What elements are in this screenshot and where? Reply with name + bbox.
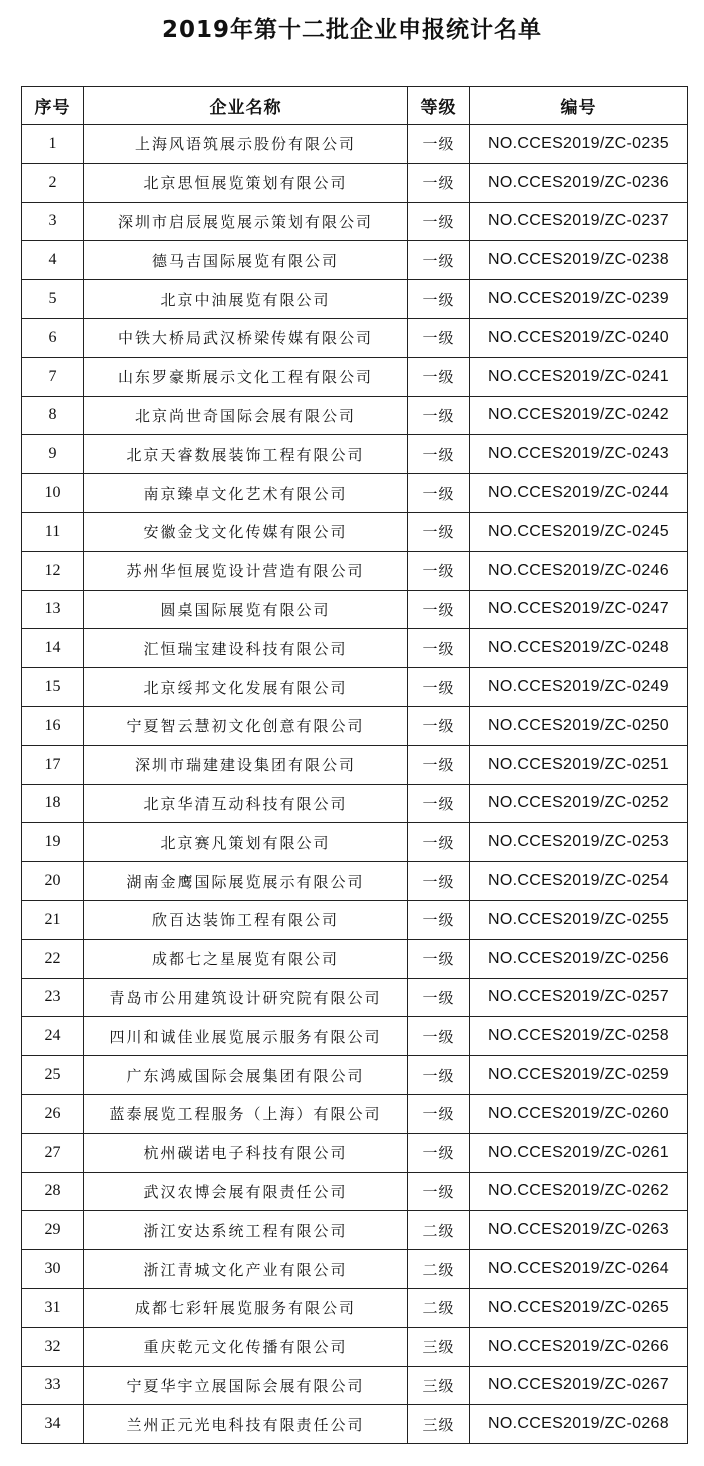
table-row [22, 551, 688, 590]
company-name-cell: 兰州正元光电科技有限责任公司 [84, 1405, 408, 1444]
grade-cell: 一级 [408, 396, 470, 435]
seq-cell: 13 [22, 590, 84, 629]
grade-cell: 一级 [408, 512, 470, 551]
grade-cell: 一级 [408, 241, 470, 280]
seq-cell: 20 [22, 862, 84, 901]
table-body [22, 125, 688, 1444]
grade-cell: 一级 [408, 823, 470, 862]
company-name-cell: 北京尚世奇国际会展有限公司 [84, 396, 408, 435]
grade-cell: 三级 [408, 1366, 470, 1405]
page-title: 2019年第十二批企业申报统计名单 [161, 17, 542, 43]
code-cell: NO.CCES2019/ZC-0258 [470, 1017, 688, 1056]
table-row [22, 474, 688, 513]
code-cell: NO.CCES2019/ZC-0245 [470, 512, 688, 551]
company-name-cell: 重庆乾元文化传播有限公司 [84, 1327, 408, 1366]
code-cell: NO.CCES2019/ZC-0249 [470, 668, 688, 707]
table-row [22, 1250, 688, 1289]
grade-cell: 一级 [408, 590, 470, 629]
company-name-cell: 蓝泰展览工程服务（上海）有限公司 [84, 1094, 408, 1133]
table-row [22, 163, 688, 202]
table-row [22, 745, 688, 784]
header-code: 编号 [470, 87, 688, 125]
header-seq: 序号 [22, 87, 84, 125]
grade-cell: 一级 [408, 1094, 470, 1133]
grade-cell: 一级 [408, 163, 470, 202]
code-cell: NO.CCES2019/ZC-0254 [470, 862, 688, 901]
table-row [22, 318, 688, 357]
code-cell: NO.CCES2019/ZC-0236 [470, 163, 688, 202]
seq-cell: 16 [22, 706, 84, 745]
company-name-cell: 北京中油展览有限公司 [84, 280, 408, 319]
grade-cell: 一级 [408, 280, 470, 319]
code-cell: NO.CCES2019/ZC-0242 [470, 396, 688, 435]
seq-cell: 4 [22, 241, 84, 280]
grade-cell: 一级 [408, 939, 470, 978]
company-name-cell: 北京天睿数展装饰工程有限公司 [84, 435, 408, 474]
seq-cell: 12 [22, 551, 84, 590]
company-name-cell: 武汉农博会展有限责任公司 [84, 1172, 408, 1211]
table-row [22, 202, 688, 241]
table-row [22, 823, 688, 862]
seq-cell: 25 [22, 1056, 84, 1095]
seq-cell: 17 [22, 745, 84, 784]
company-name-cell: 浙江青城文化产业有限公司 [84, 1250, 408, 1289]
seq-cell: 33 [22, 1366, 84, 1405]
seq-cell: 30 [22, 1250, 84, 1289]
company-name-cell: 上海风语筑展示股份有限公司 [84, 125, 408, 164]
company-name-cell: 圆桌国际展览有限公司 [84, 590, 408, 629]
grade-cell: 一级 [408, 318, 470, 357]
code-cell: NO.CCES2019/ZC-0238 [470, 241, 688, 280]
code-cell: NO.CCES2019/ZC-0266 [470, 1327, 688, 1366]
company-name-cell: 深圳市启辰展览展示策划有限公司 [84, 202, 408, 241]
table-row [22, 1327, 688, 1366]
seq-cell: 9 [22, 435, 84, 474]
code-cell: NO.CCES2019/ZC-0251 [470, 745, 688, 784]
code-cell: NO.CCES2019/ZC-0265 [470, 1288, 688, 1327]
table-row [22, 512, 688, 551]
grade-cell: 一级 [408, 551, 470, 590]
seq-cell: 26 [22, 1094, 84, 1133]
code-cell: NO.CCES2019/ZC-0267 [470, 1366, 688, 1405]
code-cell: NO.CCES2019/ZC-0257 [470, 978, 688, 1017]
table-row [22, 1133, 688, 1172]
company-name-cell: 杭州碳诺电子科技有限公司 [84, 1133, 408, 1172]
company-name-cell: 广东鸿威国际会展集团有限公司 [84, 1056, 408, 1095]
grade-cell: 一级 [408, 862, 470, 901]
seq-cell: 32 [22, 1327, 84, 1366]
company-name-cell: 山东罗豪斯展示文化工程有限公司 [84, 357, 408, 396]
table-row [22, 939, 688, 978]
table-row [22, 629, 688, 668]
company-name-cell: 浙江安达系统工程有限公司 [84, 1211, 408, 1250]
grade-cell: 二级 [408, 1211, 470, 1250]
company-name-cell: 北京绥邦文化发展有限公司 [84, 668, 408, 707]
grade-cell: 二级 [408, 1250, 470, 1289]
grade-cell: 一级 [408, 1056, 470, 1095]
table-row [22, 1366, 688, 1405]
grade-cell: 一级 [408, 668, 470, 707]
company-name-cell: 宁夏智云慧初文化创意有限公司 [84, 706, 408, 745]
table-row [22, 862, 688, 901]
code-cell: NO.CCES2019/ZC-0261 [470, 1133, 688, 1172]
table-row [22, 978, 688, 1017]
grade-cell: 二级 [408, 1288, 470, 1327]
code-cell: NO.CCES2019/ZC-0247 [470, 590, 688, 629]
grade-cell: 三级 [408, 1327, 470, 1366]
seq-cell: 14 [22, 629, 84, 668]
company-name-cell: 湖南金鹰国际展览展示有限公司 [84, 862, 408, 901]
company-name-cell: 南京臻卓文化艺术有限公司 [84, 474, 408, 513]
code-cell: NO.CCES2019/ZC-0252 [470, 784, 688, 823]
grade-cell: 一级 [408, 784, 470, 823]
grade-cell: 一级 [408, 357, 470, 396]
seq-cell: 31 [22, 1288, 84, 1327]
table-row [22, 435, 688, 474]
seq-cell: 18 [22, 784, 84, 823]
grade-cell: 一级 [408, 202, 470, 241]
code-cell: NO.CCES2019/ZC-0237 [470, 202, 688, 241]
grade-cell: 一级 [408, 1172, 470, 1211]
seq-cell: 15 [22, 668, 84, 707]
header-company-name: 企业名称 [84, 87, 408, 125]
company-name-cell: 德马吉国际展览有限公司 [84, 241, 408, 280]
table-row [22, 1288, 688, 1327]
table-row [22, 1405, 688, 1444]
header-grade: 等级 [408, 87, 470, 125]
company-name-cell: 北京思恒展览策划有限公司 [84, 163, 408, 202]
table-header-row [22, 87, 688, 125]
company-name-cell: 北京华清互动科技有限公司 [84, 784, 408, 823]
seq-cell: 6 [22, 318, 84, 357]
company-name-cell: 成都七之星展览有限公司 [84, 939, 408, 978]
seq-cell: 1 [22, 125, 84, 164]
company-name-cell: 苏州华恒展览设计营造有限公司 [84, 551, 408, 590]
company-name-cell: 青岛市公用建筑设计研究院有限公司 [84, 978, 408, 1017]
code-cell: NO.CCES2019/ZC-0240 [470, 318, 688, 357]
seq-cell: 11 [22, 512, 84, 551]
seq-cell: 2 [22, 163, 84, 202]
company-name-cell: 宁夏华宇立展国际会展有限公司 [84, 1366, 408, 1405]
seq-cell: 8 [22, 396, 84, 435]
company-name-cell: 成都七彩轩展览服务有限公司 [84, 1288, 408, 1327]
grade-cell: 一级 [408, 706, 470, 745]
table-row [22, 125, 688, 164]
company-name-cell: 汇恒瑞宝建设科技有限公司 [84, 629, 408, 668]
company-name-cell: 北京赛凡策划有限公司 [84, 823, 408, 862]
grade-cell: 一级 [408, 1017, 470, 1056]
company-name-cell: 四川和诚佳业展览展示服务有限公司 [84, 1017, 408, 1056]
grade-cell: 一级 [408, 978, 470, 1017]
code-cell: NO.CCES2019/ZC-0239 [470, 280, 688, 319]
table-row [22, 668, 688, 707]
table-row [22, 1056, 688, 1095]
seq-cell: 7 [22, 357, 84, 396]
grade-cell: 一级 [408, 745, 470, 784]
grade-cell: 一级 [408, 474, 470, 513]
seq-cell: 22 [22, 939, 84, 978]
table-row [22, 706, 688, 745]
table-row [22, 357, 688, 396]
grade-cell: 三级 [408, 1405, 470, 1444]
code-cell: NO.CCES2019/ZC-0255 [470, 900, 688, 939]
code-cell: NO.CCES2019/ZC-0262 [470, 1172, 688, 1211]
table-row [22, 900, 688, 939]
table-row [22, 280, 688, 319]
code-cell: NO.CCES2019/ZC-0256 [470, 939, 688, 978]
code-cell: NO.CCES2019/ZC-0260 [470, 1094, 688, 1133]
grade-cell: 一级 [408, 900, 470, 939]
seq-cell: 5 [22, 280, 84, 319]
grade-cell: 一级 [408, 1133, 470, 1172]
grade-cell: 一级 [408, 629, 470, 668]
company-list-table [21, 86, 688, 1444]
seq-cell: 3 [22, 202, 84, 241]
table-row [22, 590, 688, 629]
seq-cell: 29 [22, 1211, 84, 1250]
company-name-cell: 中铁大桥局武汉桥梁传媒有限公司 [84, 318, 408, 357]
seq-cell: 34 [22, 1405, 84, 1444]
seq-cell: 27 [22, 1133, 84, 1172]
code-cell: NO.CCES2019/ZC-0235 [470, 125, 688, 164]
seq-cell: 24 [22, 1017, 84, 1056]
table-row [22, 1211, 688, 1250]
table-row [22, 241, 688, 280]
seq-cell: 28 [22, 1172, 84, 1211]
code-cell: NO.CCES2019/ZC-0241 [470, 357, 688, 396]
code-cell: NO.CCES2019/ZC-0248 [470, 629, 688, 668]
company-name-cell: 深圳市瑞建建设集团有限公司 [84, 745, 408, 784]
grade-cell: 一级 [408, 125, 470, 164]
seq-cell: 23 [22, 978, 84, 1017]
table-row [22, 1017, 688, 1056]
code-cell: NO.CCES2019/ZC-0244 [470, 474, 688, 513]
code-cell: NO.CCES2019/ZC-0250 [470, 706, 688, 745]
grade-cell: 一级 [408, 435, 470, 474]
company-name-cell: 欣百达装饰工程有限公司 [84, 900, 408, 939]
seq-cell: 21 [22, 900, 84, 939]
code-cell: NO.CCES2019/ZC-0264 [470, 1250, 688, 1289]
seq-cell: 19 [22, 823, 84, 862]
code-cell: NO.CCES2019/ZC-0243 [470, 435, 688, 474]
code-cell: NO.CCES2019/ZC-0263 [470, 1211, 688, 1250]
company-name-cell: 安徽金戈文化传媒有限公司 [84, 512, 408, 551]
code-cell: NO.CCES2019/ZC-0259 [470, 1056, 688, 1095]
table-row [22, 1094, 688, 1133]
code-cell: NO.CCES2019/ZC-0253 [470, 823, 688, 862]
code-cell: NO.CCES2019/ZC-0246 [470, 551, 688, 590]
code-cell: NO.CCES2019/ZC-0268 [470, 1405, 688, 1444]
table-row [22, 784, 688, 823]
seq-cell: 10 [22, 474, 84, 513]
table-row [22, 1172, 688, 1211]
table-row [22, 396, 688, 435]
